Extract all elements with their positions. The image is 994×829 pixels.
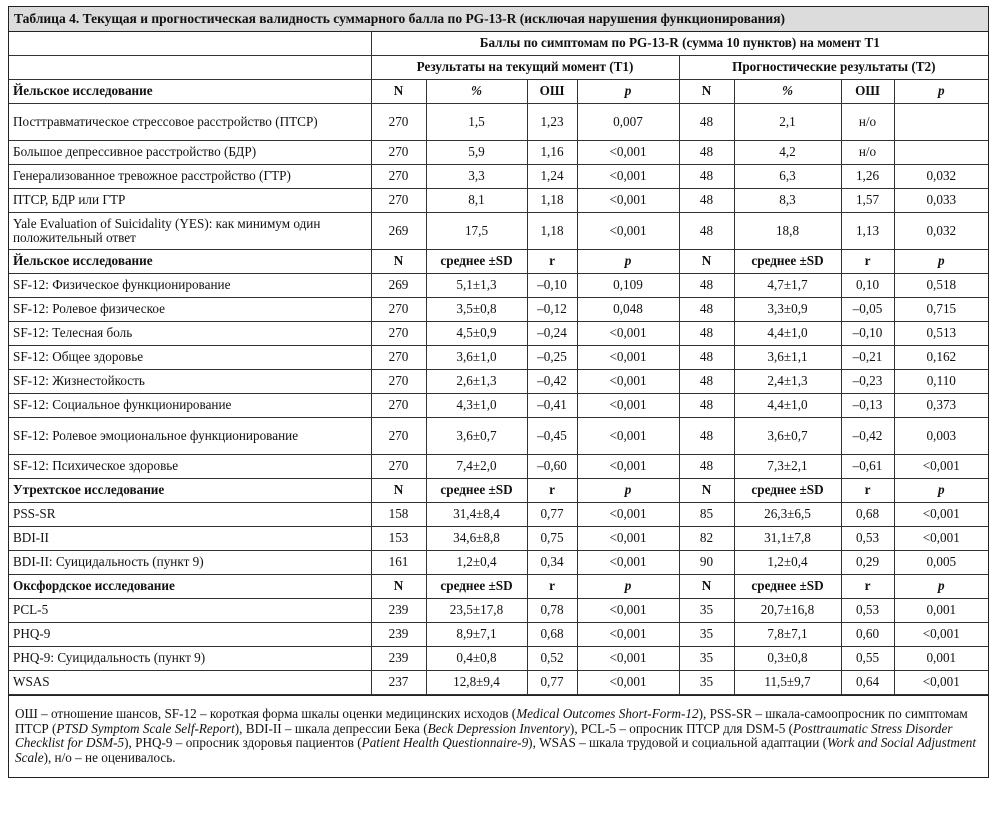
table-row (9, 104, 988, 141)
table-cell: 8,1 (426, 189, 527, 213)
table-cell: 48 (679, 213, 734, 250)
table-cell: 85 (679, 503, 734, 527)
table-cell: <0,001 (577, 322, 679, 346)
footnote-text: ), WSAS – шкала трудовой и социальной адаптации ( (528, 735, 827, 751)
table-cell: 0,518 (894, 274, 988, 298)
table-cell: 48 (679, 322, 734, 346)
row-label: Yale Evaluation of Suicidality (YES): как минимум один положительный ответ (9, 213, 371, 250)
table-cell: 1,13 (841, 213, 894, 250)
table-cell: 82 (679, 527, 734, 551)
table-cell: 0,001 (894, 647, 988, 671)
header-blank-cell (9, 32, 371, 56)
table-cell: 31,1±7,8 (734, 527, 841, 551)
table-cell: 12,8±9,4 (426, 671, 527, 695)
table-cell: –0,23 (841, 370, 894, 394)
table-cell: 3,6±0,7 (734, 418, 841, 455)
row-label: BDI-II: Суицидальность (пункт 9) (9, 551, 371, 575)
column-header: среднее ±SD (426, 575, 527, 599)
column-header: r (841, 250, 894, 274)
table-cell: 0,3±0,8 (734, 647, 841, 671)
table-cell: 35 (679, 623, 734, 647)
section-title: Йельское исследование (9, 80, 371, 104)
table-cell: 1,18 (527, 213, 577, 250)
table-row (9, 370, 988, 394)
table-cell: 1,18 (527, 189, 577, 213)
table-cell: <0,001 (577, 165, 679, 189)
column-header: p (894, 80, 988, 104)
row-label: SF-12: Психическое здоровье (9, 455, 371, 479)
column-header: p (577, 479, 679, 503)
table-cell: 3,6±0,7 (426, 418, 527, 455)
table-cell: 0,162 (894, 346, 988, 370)
table-cell: 48 (679, 370, 734, 394)
table-cell: 270 (371, 455, 426, 479)
table-row (9, 213, 988, 250)
table-cell: 0,55 (841, 647, 894, 671)
row-label: Большое депрессивное расстройство (БДР) (9, 141, 371, 165)
table-cell: 4,7±1,7 (734, 274, 841, 298)
table-cell: 270 (371, 418, 426, 455)
table-cell: –0,25 (527, 346, 577, 370)
table-cell: 161 (371, 551, 426, 575)
table-cell: 4,4±1,0 (734, 394, 841, 418)
table-row (9, 647, 988, 671)
table-cell: 11,5±9,7 (734, 671, 841, 695)
table-cell (894, 104, 988, 141)
section-header-row (9, 575, 988, 599)
table-cell: 1,16 (527, 141, 577, 165)
table-cell: –0,10 (841, 322, 894, 346)
table-cell: 7,4±2,0 (426, 455, 527, 479)
row-label: BDI-II (9, 527, 371, 551)
table-cell: <0,001 (577, 213, 679, 250)
table-cell: 0,78 (527, 599, 577, 623)
table-cell: 0,60 (841, 623, 894, 647)
column-header: r (527, 575, 577, 599)
table-cell: –0,13 (841, 394, 894, 418)
column-header: r (841, 479, 894, 503)
table-cell: 0,64 (841, 671, 894, 695)
table-cell: 0,513 (894, 322, 988, 346)
column-header: N (371, 479, 426, 503)
table-cell: 270 (371, 298, 426, 322)
column-header: r (527, 479, 577, 503)
row-label: PHQ-9 (9, 623, 371, 647)
footnote-term: Work and Social Adjustment Scale (15, 735, 977, 765)
table-cell: 0,007 (577, 104, 679, 141)
table-row (9, 418, 988, 455)
table-row (9, 455, 988, 479)
table-cell: 3,3±0,9 (734, 298, 841, 322)
column-header: среднее ±SD (426, 479, 527, 503)
section-header-row (9, 250, 988, 274)
row-label: SF-12: Ролевое физическое (9, 298, 371, 322)
footnote-term: Beck Depression Inventory (427, 720, 570, 736)
column-header: N (371, 575, 426, 599)
table-cell: <0,001 (894, 503, 988, 527)
column-header: % (426, 80, 527, 104)
table-cell: 48 (679, 165, 734, 189)
table-cell: 6,3 (734, 165, 841, 189)
table-cell: 270 (371, 141, 426, 165)
table-cell: 0,033 (894, 189, 988, 213)
column-header: r (841, 575, 894, 599)
row-label: PHQ-9: Суицидальность (пункт 9) (9, 647, 371, 671)
table-cell: <0,001 (577, 527, 679, 551)
table-cell: 1,2±0,4 (426, 551, 527, 575)
table-cell: 1,57 (841, 189, 894, 213)
table-cell: 0,68 (527, 623, 577, 647)
column-header: p (894, 479, 988, 503)
table-cell: 0,032 (894, 213, 988, 250)
table-cell: 0,110 (894, 370, 988, 394)
table-cell: 48 (679, 189, 734, 213)
table-cell: <0,001 (577, 623, 679, 647)
row-label: PCL-5 (9, 599, 371, 623)
header-top: Баллы по симптомам по PG-13-R (сумма 10 пунктов) на момент Т1 (371, 32, 988, 56)
table-cell: 7,3±2,1 (734, 455, 841, 479)
table-cell: 237 (371, 671, 426, 695)
table-cell: н/о (841, 104, 894, 141)
column-header: N (679, 80, 734, 104)
table-cell: 239 (371, 623, 426, 647)
column-header: p (577, 80, 679, 104)
table-cell: 4,3±1,0 (426, 394, 527, 418)
row-label: SF-12: Ролевое эмоциональное функционирование (9, 418, 371, 455)
table-cell: 3,3 (426, 165, 527, 189)
table-cell: 0,68 (841, 503, 894, 527)
footnote-term: PTSD Symptom Scale Self-Report (56, 720, 235, 736)
table-cell: –0,61 (841, 455, 894, 479)
table-cell: 90 (679, 551, 734, 575)
table-cell: 20,7±16,8 (734, 599, 841, 623)
table-row (9, 322, 988, 346)
footnote-term: Patient Health Questionnaire-9 (361, 735, 529, 751)
table-row (9, 346, 988, 370)
footnote-text: ), PSS-SR – шкала-самоопросник по симптомам ПТСР ( (15, 706, 968, 736)
column-header: % (734, 80, 841, 104)
table-cell: 0,10 (841, 274, 894, 298)
table-cell: 4,4±1,0 (734, 322, 841, 346)
table-cell: 17,5 (426, 213, 527, 250)
column-header: p (894, 250, 988, 274)
table-cell: 8,9±7,1 (426, 623, 527, 647)
table-cell: –0,10 (527, 274, 577, 298)
table-cell: н/о (841, 141, 894, 165)
column-header: N (371, 250, 426, 274)
column-header: r (527, 250, 577, 274)
table-cell: 0,29 (841, 551, 894, 575)
table-cell: <0,001 (577, 551, 679, 575)
table-row (9, 527, 988, 551)
table-cell: 0,109 (577, 274, 679, 298)
table-cell: 0,53 (841, 527, 894, 551)
footnote-text: ), PHQ-9 – опросник здоровья пациентов ( (124, 735, 362, 751)
table-cell: –0,12 (527, 298, 577, 322)
table-cell: 35 (679, 671, 734, 695)
column-header: среднее ±SD (734, 479, 841, 503)
table-container (8, 6, 989, 778)
table-cell: –0,60 (527, 455, 577, 479)
footnote-text: ОШ – отношение шансов, SF-12 – короткая форма шкалы оценки медицинских исходов ( (15, 706, 517, 721)
table-cell: 0,003 (894, 418, 988, 455)
table-cell: <0,001 (577, 503, 679, 527)
table-cell: <0,001 (577, 394, 679, 418)
table-cell: 0,373 (894, 394, 988, 418)
table-row (9, 551, 988, 575)
table-cell: 0,032 (894, 165, 988, 189)
table-cell: 0,77 (527, 503, 577, 527)
table-row (9, 503, 988, 527)
table-cell: 0,715 (894, 298, 988, 322)
table-cell: –0,45 (527, 418, 577, 455)
table-cell: 1,24 (527, 165, 577, 189)
table-cell (894, 141, 988, 165)
table-cell: 269 (371, 213, 426, 250)
table-cell: <0,001 (577, 370, 679, 394)
table-cell: 35 (679, 647, 734, 671)
table-cell: 3,5±0,8 (426, 298, 527, 322)
table-cell: 239 (371, 599, 426, 623)
table-cell: <0,001 (894, 671, 988, 695)
table-cell: 3,6±1,1 (734, 346, 841, 370)
table-cell: 7,8±7,1 (734, 623, 841, 647)
table-cell: 0,001 (894, 599, 988, 623)
row-label: SF-12: Общее здоровье (9, 346, 371, 370)
table-cell: –0,42 (841, 418, 894, 455)
column-header: N (679, 250, 734, 274)
footnote-text: ), PCL-5 – опросник ПТСР для DSM-5 ( (569, 720, 794, 736)
table-row (9, 165, 988, 189)
table-cell: <0,001 (577, 346, 679, 370)
table-cell: 0,048 (577, 298, 679, 322)
row-label: SF-12: Физическое функционирование (9, 274, 371, 298)
table-cell: 48 (679, 298, 734, 322)
table-cell: 2,4±1,3 (734, 370, 841, 394)
table-cell: 270 (371, 394, 426, 418)
column-header: среднее ±SD (734, 250, 841, 274)
table-cell: 270 (371, 322, 426, 346)
table-cell: 0,53 (841, 599, 894, 623)
table-cell: 0,4±0,8 (426, 647, 527, 671)
table-cell: <0,001 (894, 527, 988, 551)
table-cell: 23,5±17,8 (426, 599, 527, 623)
table-caption: Таблица 4. Текущая и прогностическая валидность суммарного балла по PG-13-R (исключая нарушения функционирования) (9, 7, 988, 32)
row-label: SF-12: Телесная боль (9, 322, 371, 346)
table-cell: 4,5±0,9 (426, 322, 527, 346)
section-title: Утрехтское исследование (9, 479, 371, 503)
footnote-text: ), BDI-II – шкала депрессии Бека ( (234, 720, 428, 736)
table-cell: 4,2 (734, 141, 841, 165)
row-label: Генерализованное тревожное расстройство (ГТР) (9, 165, 371, 189)
row-label: ПТСР, БДР или ГТР (9, 189, 371, 213)
table-cell: 0,52 (527, 647, 577, 671)
table-cell: 48 (679, 394, 734, 418)
table-cell: <0,001 (577, 671, 679, 695)
header-prognostic: Прогностические результаты (Т2) (679, 56, 988, 80)
table-row (9, 599, 988, 623)
table-cell: 5,9 (426, 141, 527, 165)
table-cell: <0,001 (577, 599, 679, 623)
table-cell: 158 (371, 503, 426, 527)
table-cell: 48 (679, 455, 734, 479)
table-cell: 270 (371, 189, 426, 213)
column-header: p (894, 575, 988, 599)
table-row (9, 671, 988, 695)
table-cell: 1,5 (426, 104, 527, 141)
table-cell: 0,75 (527, 527, 577, 551)
table-cell: 8,3 (734, 189, 841, 213)
table-cell: <0,001 (577, 141, 679, 165)
table-row (9, 298, 988, 322)
table-row (9, 141, 988, 165)
header-blank-cell (9, 56, 371, 80)
table-cell: 1,2±0,4 (734, 551, 841, 575)
table-cell: 48 (679, 418, 734, 455)
column-header: N (679, 479, 734, 503)
table-cell: 270 (371, 370, 426, 394)
table-cell: <0,001 (577, 418, 679, 455)
table-cell: –0,42 (527, 370, 577, 394)
footnote (9, 695, 988, 777)
column-header: N (371, 80, 426, 104)
column-header: ОШ (841, 80, 894, 104)
table-cell: 0,77 (527, 671, 577, 695)
column-header: среднее ±SD (734, 575, 841, 599)
table-row (9, 189, 988, 213)
table-cell: 0,34 (527, 551, 577, 575)
table-cell: 35 (679, 599, 734, 623)
table-cell: <0,001 (894, 455, 988, 479)
header-current: Результаты на текущий момент (Т1) (371, 56, 679, 80)
table-cell: <0,001 (577, 189, 679, 213)
section-header-row (9, 479, 988, 503)
row-label: WSAS (9, 671, 371, 695)
table-cell: –0,05 (841, 298, 894, 322)
table-cell: 1,23 (527, 104, 577, 141)
column-header: N (679, 575, 734, 599)
section-header-row (9, 80, 988, 104)
table-cell: 2,6±1,3 (426, 370, 527, 394)
table-cell: 270 (371, 346, 426, 370)
table-cell: –0,21 (841, 346, 894, 370)
table-cell: <0,001 (577, 455, 679, 479)
table-cell: 153 (371, 527, 426, 551)
row-label: PSS-SR (9, 503, 371, 527)
table-cell: 269 (371, 274, 426, 298)
row-label: SF-12: Жизнестойкость (9, 370, 371, 394)
section-title: Йельское исследование (9, 250, 371, 274)
table-cell: –0,41 (527, 394, 577, 418)
table-cell: 48 (679, 104, 734, 141)
table-cell: 3,6±1,0 (426, 346, 527, 370)
column-header: p (577, 575, 679, 599)
footnote-term: Medical Outcomes Short-Form-12 (516, 706, 699, 721)
table-row (9, 274, 988, 298)
table-cell: 48 (679, 141, 734, 165)
table-cell: 5,1±1,3 (426, 274, 527, 298)
table-cell: 26,3±6,5 (734, 503, 841, 527)
table-cell: 31,4±8,4 (426, 503, 527, 527)
table-cell: 2,1 (734, 104, 841, 141)
table-cell: 48 (679, 346, 734, 370)
row-label: SF-12: Социальное функционирование (9, 394, 371, 418)
table-cell: 0,005 (894, 551, 988, 575)
table-cell: 1,26 (841, 165, 894, 189)
table-cell: 270 (371, 165, 426, 189)
column-header: среднее ±SD (426, 250, 527, 274)
table-row (9, 394, 988, 418)
table-cell: 239 (371, 647, 426, 671)
table-row (9, 623, 988, 647)
column-header: p (577, 250, 679, 274)
footnote-text: ), н/о – не оценивалось. (43, 749, 176, 765)
table-cell: <0,001 (577, 647, 679, 671)
table-cell: 18,8 (734, 213, 841, 250)
data-table (9, 32, 988, 695)
table-cell: –0,24 (527, 322, 577, 346)
table-cell: 48 (679, 274, 734, 298)
footnote-term: Posttraumatic Stress Disorder Checklist for DSM-5 (15, 720, 953, 751)
row-label: Посттравматическое стрессовое расстройство (ПТСР) (9, 104, 371, 141)
table-cell: <0,001 (894, 623, 988, 647)
table-cell: 270 (371, 104, 426, 141)
section-title: Оксфордское исследование (9, 575, 371, 599)
table-cell: 34,6±8,8 (426, 527, 527, 551)
column-header: ОШ (527, 80, 577, 104)
